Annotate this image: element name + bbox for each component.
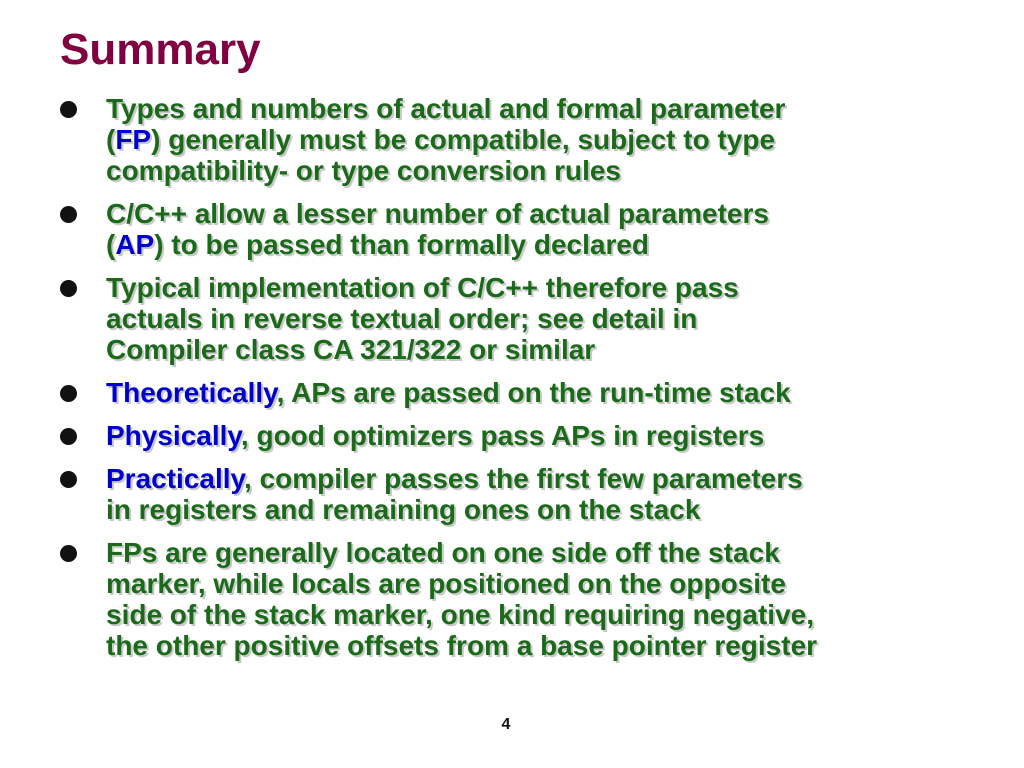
keyword-ap: AP <box>115 229 155 260</box>
bullet-text: side of the stack marker, one kind requiring negative, <box>106 599 814 630</box>
bullet-item-stack-marker <box>58 537 988 661</box>
bullet-text: ) generally must be compatible, subject to type <box>151 124 776 155</box>
bullet-icon <box>60 206 77 223</box>
keyword-physically: Physically <box>106 420 241 451</box>
bullet-list <box>58 93 988 673</box>
bullet-text: , APs are passed on the run-time stack <box>276 377 791 408</box>
bullet-item-fewer-actual-params <box>58 198 988 260</box>
bullet-text: compatibility- or type conversion rules <box>106 155 622 186</box>
bullet-text: , compiler passes the first few parameters <box>244 463 803 494</box>
bullet-text: marker, while locals are positioned on the opposite <box>106 568 786 599</box>
bullet-text: Typical implementation of C/C++ therefore pass <box>106 272 739 303</box>
bullet-text: ( <box>106 229 116 260</box>
keyword-theoretically: Theoretically <box>106 377 277 408</box>
bullet-text: Types and numbers of actual and formal parameter <box>106 93 786 124</box>
bullet-item-fp-compatibility <box>58 93 988 186</box>
page-number: 4 <box>501 716 511 733</box>
bullet-icon <box>60 471 77 488</box>
bullet-icon <box>60 428 77 445</box>
bullet-text: , good optimizers pass APs in registers <box>240 420 765 451</box>
bullet-item-theoretically <box>58 377 988 408</box>
bullet-item-physically <box>58 420 988 451</box>
keyword-fp: FP <box>115 124 152 155</box>
bullet-item-practically <box>58 463 988 525</box>
bullet-icon <box>60 280 77 297</box>
slide-title: Summary <box>60 25 261 74</box>
bullet-text: FPs are generally located on one side off the stack <box>106 537 780 568</box>
keyword-practically: Practically <box>106 463 245 494</box>
bullet-icon <box>60 545 77 562</box>
bullet-text: actuals in reverse textual order; see detail in <box>106 303 698 334</box>
bullet-text: C/C++ allow a lesser number of actual parameters <box>106 198 769 229</box>
bullet-text: in registers and remaining ones on the stack <box>106 494 701 525</box>
bullet-text: ) to be passed than formally declared <box>154 229 650 260</box>
bullet-text: ( <box>106 124 116 155</box>
bullet-icon <box>60 101 77 118</box>
bullet-item-reverse-order <box>58 272 988 365</box>
bullet-text: the other positive offsets from a base pointer register <box>106 630 818 661</box>
bullet-icon <box>60 385 77 402</box>
bullet-text: Compiler class CA 321/322 or similar <box>106 334 596 365</box>
